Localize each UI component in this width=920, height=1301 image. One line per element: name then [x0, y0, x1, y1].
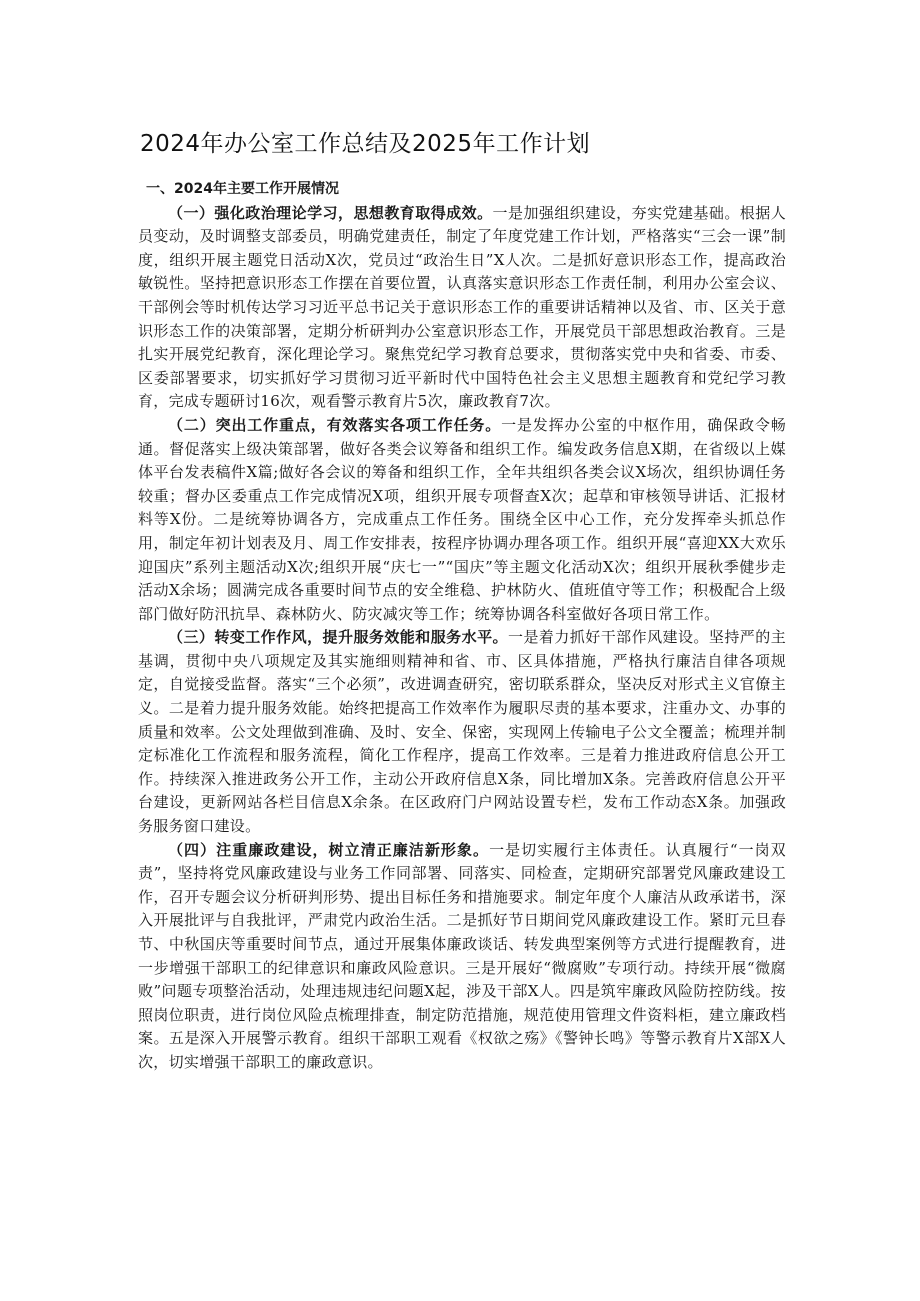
paragraph-2: [138, 414, 786, 626]
paragraph-3-lead: （三）转变工作作风，提升服务效能和服务水平。: [168, 628, 508, 647]
paragraph-1-lead: （一）强化政治理论学习，思想教育取得成效。: [168, 203, 493, 222]
paragraph-3-body: 一是着力抓好干部作风建设。坚持严的主基调，贯彻中央八项规定及其实施细则精神和省、市、区具体措施，严格执行廉洁自律各项规定，自觉接受监督。落实“三个必须”，改进调查研究，密切联系群众，坚决反对形式主义官僚主义。二是着力提升服务效能。始终把提高工作效率作为履职尽责的基本要求，注重办文、办事的质量和效率。公文处理做到准确、及时、安全、保密，实现网上传输电子公文全覆盖；梳理并制定标准化工作流程和服务流程，简化工作程序，提高工作效率。三是着力推进政府信息公开工作。持续深入推进政务公开工作，主动公开政府信息X条，同比增加X条。完善政府信息公开平台建设，更新网站各栏目信息X余条。在区政府门户网站设置专栏，发布工作动态X条。加强政务服务窗口建设。: [138, 628, 786, 836]
paragraph-1: [138, 202, 786, 414]
paragraph-3: [138, 626, 786, 838]
paragraph-4-body: 一是切实履行主体责任。认真履行“一岗双责”，坚持将党风廉政建设与业务工作同部署、同落实、同检查，定期研究部署党风廉政建设工作，召开专题会议分析研判形势、提出目标任务和措施要求。制定年度个人廉洁从政承诺书，深入开展批评与自我批评，严肃党内政治生活。二是抓好节日期间党风廉政建设工作。紧盯元旦春节、中秋国庆等重要时间节点，通过开展集体廉政谈话、转发典型案例等方式进行提醒教育，进一步增强干部职工的纪律意识和廉政风险意识。三是开展好“微腐败”专项行动。持续开展“微腐败”问题专项整治活动，处理违规违纪问题X起，涉及干部X人。四是筑牢廉政风险防控防线。按照岗位职责，进行岗位风险点梳理排查，制定防范措施，规范使用管理文件资料柜，建立廉政档案。五是深入开展警示教育。组织干部职工观看《权欲之殇》《警钟长鸣》等警示教育片X部X人次，切实增强干部职工的廉政意识。: [138, 840, 786, 1071]
paragraph-2-lead: （二）突出工作重点，有效落实各项工作任务。: [168, 415, 502, 434]
paragraph-4-lead: （四）注重廉政建设，树立清正廉洁新形象。: [168, 840, 490, 859]
section-heading: 一、2024年主要工作开展情况: [146, 181, 339, 197]
paragraph-1-body: 一是加强组织建设，夯实党建基础。根据人员变动，及时调整支部委员，明确党建责任，制定了年度党建工作计划，严格落实“三会一课”制度，组织开展主题党日活动X次，党员过“政治生日”X人次。二是抓好意识形态工作，提高政治敏锐性。坚持把意识形态工作摆在首要位置，认真落实意识形态工作责任制，利用办公室会议、干部例会等时机传达学习习近平总书记关于意识形态工作的重要讲话精神以及省、市、区关于意识形态工作的决策部署，定期分析研判办公室意识形态工作，开展党员干部思想政治教育。三是扎实开展党纪教育，深化理论学习。聚焦党纪学习教育总要求，贯彻落实党中央和省委、市委、区委部署要求，切实抓好学习贯彻习近平新时代中国特色社会主义思想主题教育和党纪学习教育，完成专题研讨16次，观看警示教育片5次，廉政教育7次。: [138, 203, 786, 411]
paragraph-4: [138, 839, 786, 1075]
paragraph-2-body: 一是发挥办公室的中枢作用，确保政令畅通。督促落实上级决策部署，做好各类会议筹备和组织工作。编发政务信息X期，在省级以上媒体平台发表稿件X篇;做好各会议的筹备和组织工作，全年共组织各类会议X场次，组织协调任务较重；督办区委重点工作完成情况X项，组织开展专项督查X次；起草和审核领导讲话、汇报材料等X份。二是统筹协调各方，完成重点工作任务。围绕全区中心工作，充分发挥牵头抓总作用，制定年初计划表及月、周工作安排表，按程序协调办理各项工作。组织开展“喜迎XX大欢乐迎国庆”系列主题活动X次;组织开展“庆七一”“国庆”等主题文化活动X次；组织开展秋季健步走活动X余场；圆满完成各重要时间节点的安全维稳、护林防火、值班值守等工作；积极配合上级部门做好防汛抗旱、森林防火、防灾减灾等工作；统筹协调各科室做好各项日常工作。: [138, 415, 787, 623]
document-page: [138, 124, 786, 1075]
document-title: 2024年办公室工作总结及2025年工作计划: [140, 131, 591, 157]
